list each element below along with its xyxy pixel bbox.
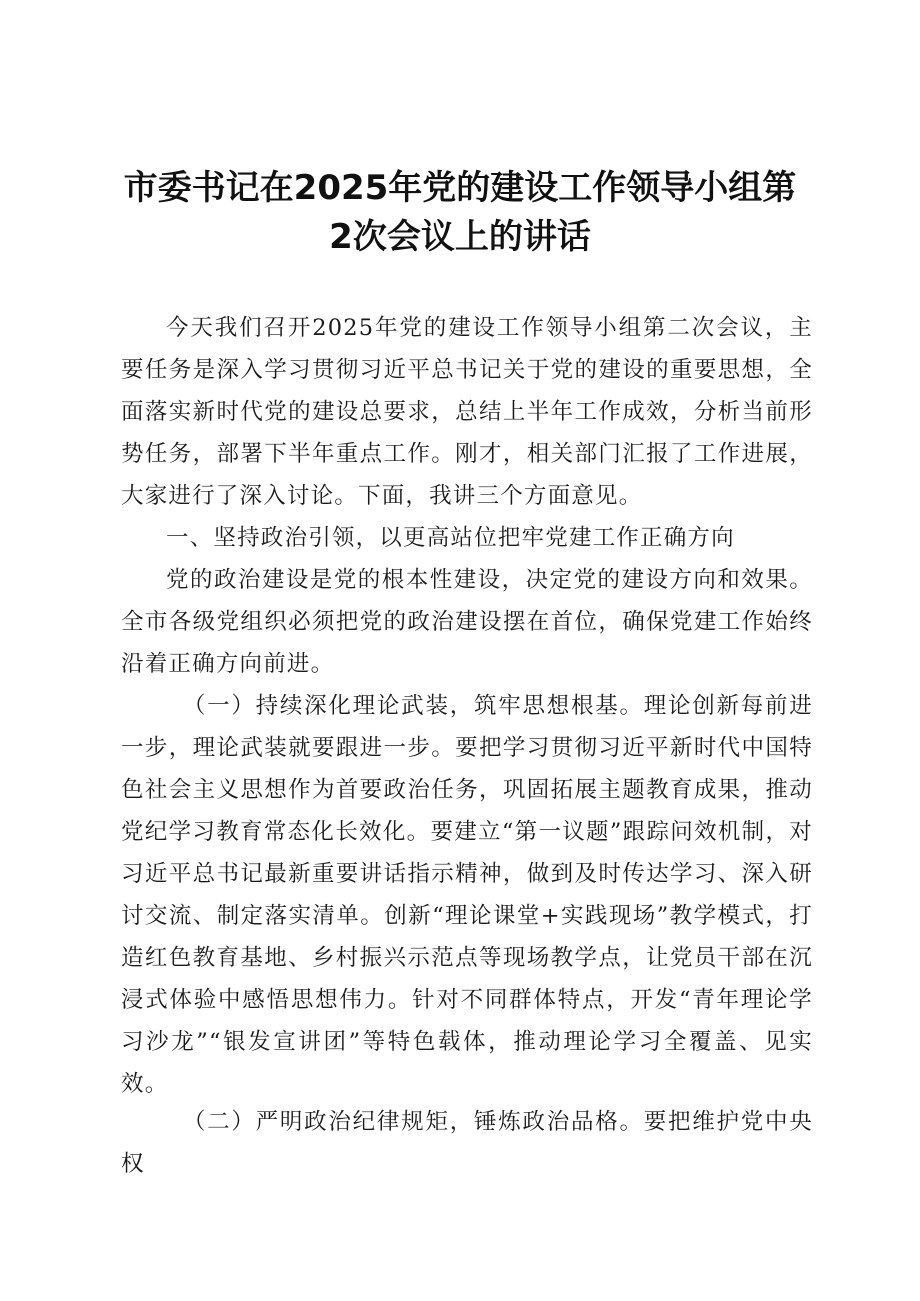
document-title-line-2: 2次会议上的讲话 — [329, 217, 591, 257]
paragraph-text: （一）持续深化理论武装，筑牢思想根基。理论创新每前进一步，理论武装就要跟进一步。要把学习贯彻习近平新时代中国特色社会主义思想作为首要政治任务，巩固拓展主题教育成果，推动党纪学习教育常态化长效化。要建立“第一议题”跟踪问效机制，对习近平总书记最新重要讲话指示精神，做到及时传达学习、深入研讨交流、制定落实清单。创新“理论课堂+实践现场”教学模式，打造红色教育基地、乡村振兴示范点等现场教学点，让党员干部在沉浸式体验中感悟思想伟力。针对不同群体特点，开发“青年理论学习沙龙”“银发宣讲团”等特色载体，推动理论学习全覆盖、见实效。 — [121, 693, 813, 1097]
section-heading-1 — [121, 517, 813, 559]
paragraph-subsection-1 — [121, 685, 813, 1105]
paragraph-text: 党的政治建设是党的根本性建设，决定党的建设方向和效果。全市各级党组织必须把党的政治建设摆在首位，确保党建工作始终沿着正确方向前进。 — [121, 567, 813, 677]
paragraph-subsection-2 — [121, 1101, 813, 1185]
paragraph-text: （二）严明政治纪律规矩，锤炼政治品格。要把维护党中央权 — [121, 1109, 813, 1177]
section-heading-text: 一、坚持政治引领，以更高站位把牢党建工作正确方向 — [166, 525, 735, 551]
document-title-line-1: 市委书记在2025年党的建设工作领导小组第 — [123, 168, 797, 208]
paragraph-intro — [121, 307, 813, 517]
paragraph-section-intro — [121, 559, 813, 685]
paragraph-text: 今天我们召开2025年党的建设工作领导小组第二次会议，主要任务是深入学习贯彻习近平总书记关于党的建设的重要思想，全面落实新时代党的建设总要求，总结上半年工作成效，分析当前形势任务，部署下半年重点工作。刚才，相关部门汇报了工作进展，大家进行了深入讨论。下面，我讲三个方面意见。 — [121, 315, 813, 509]
